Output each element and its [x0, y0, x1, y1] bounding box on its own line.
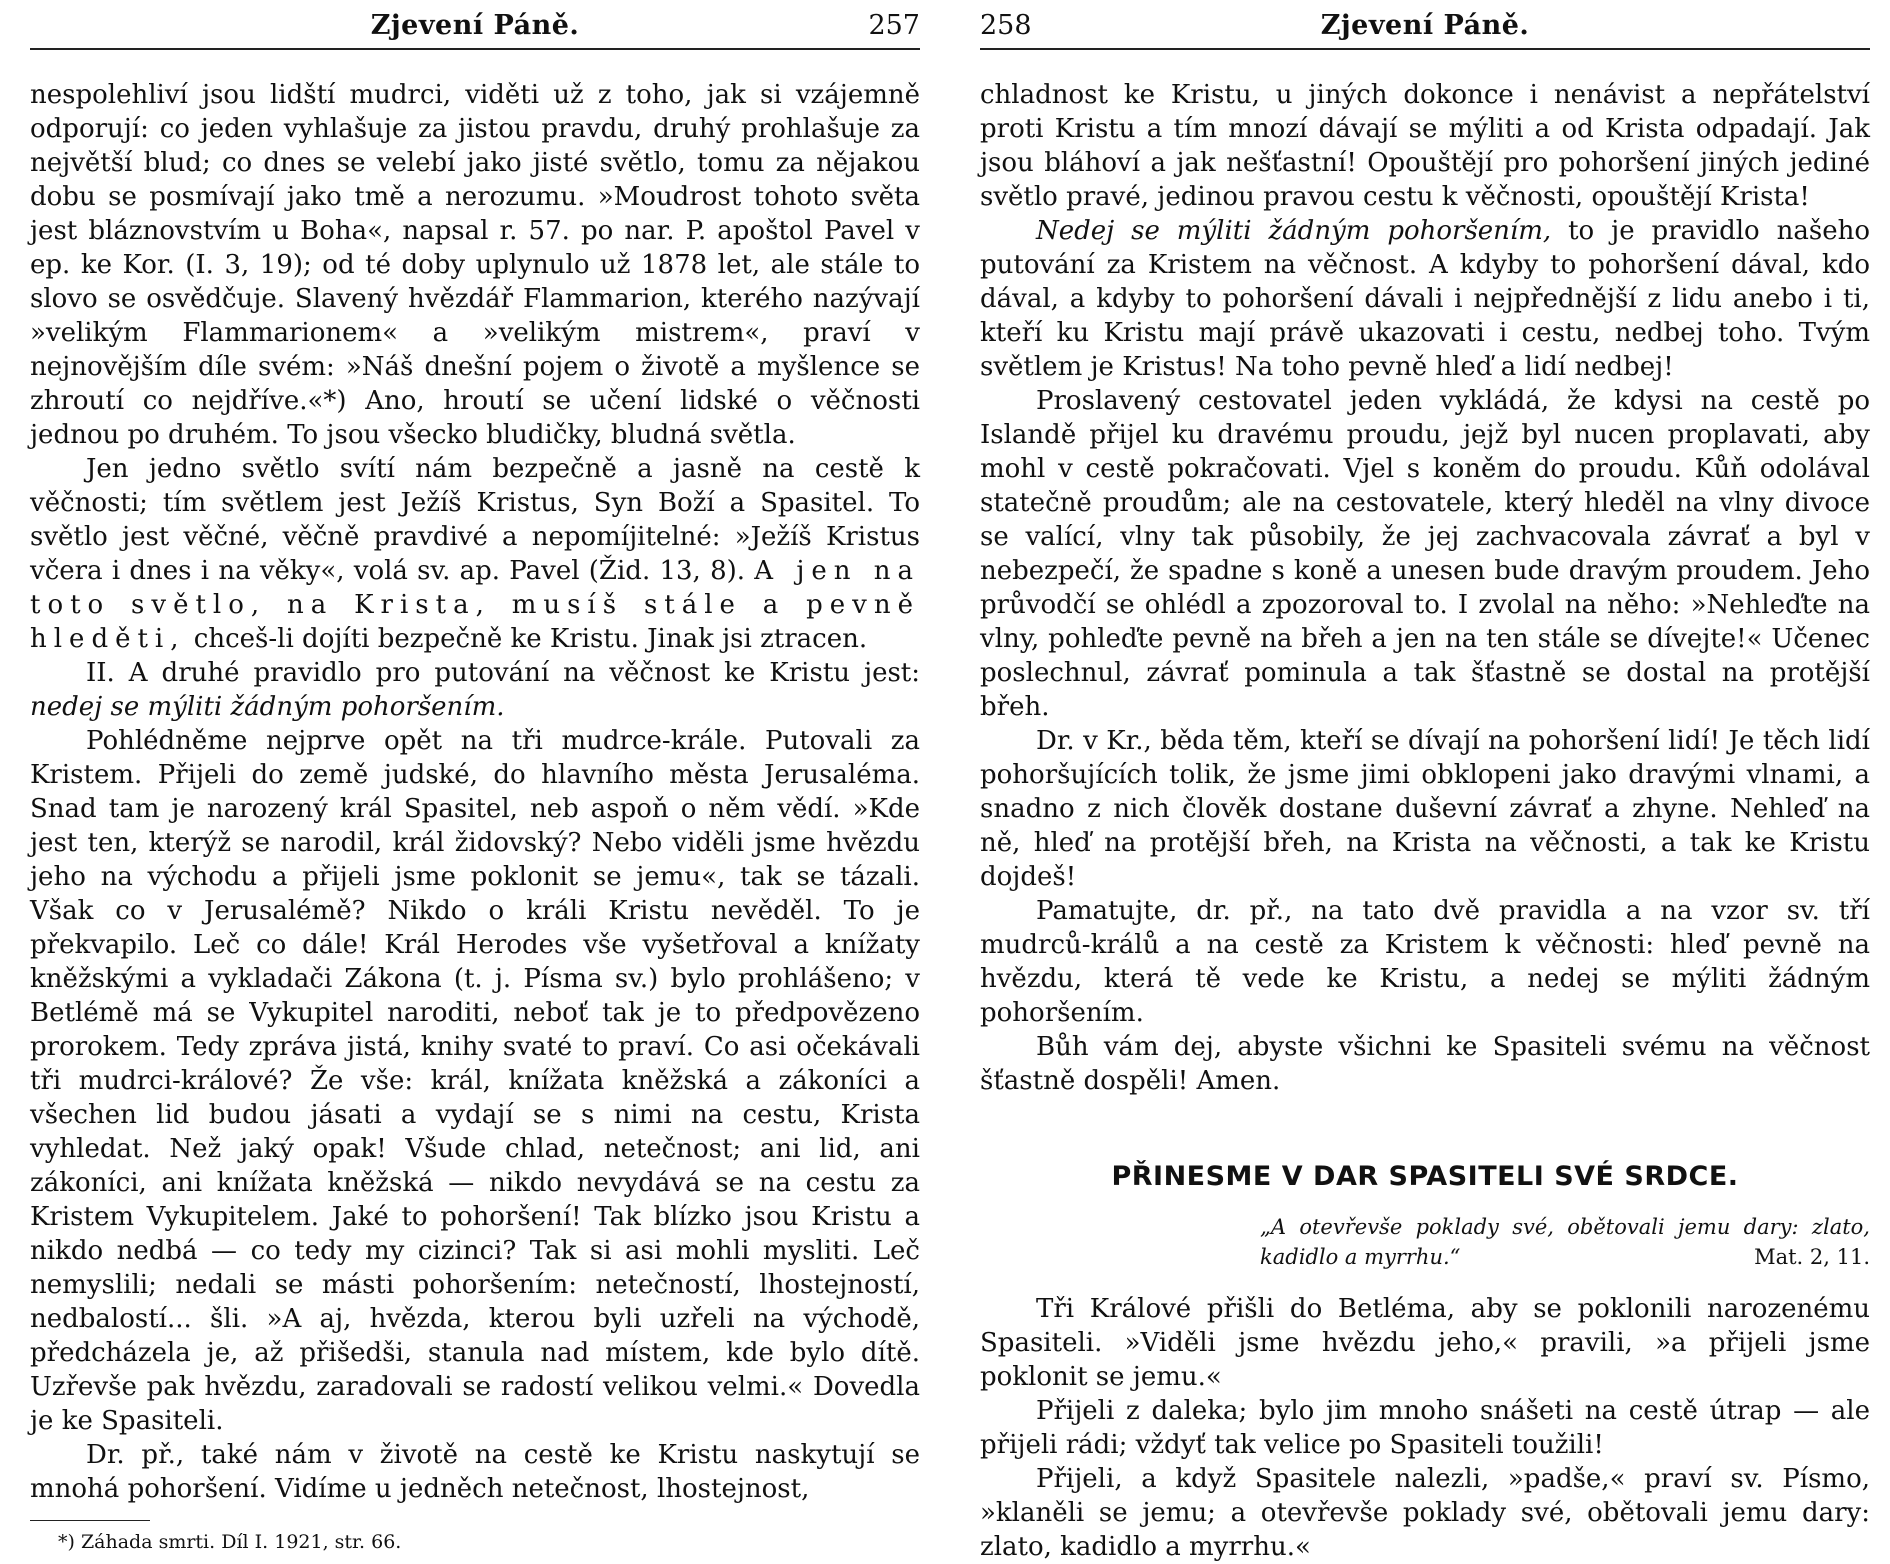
section-title: PŘINESME V DAR SPASITELI SVÉ SRDCE.: [1111, 1161, 1739, 1192]
motto-text: „A otevřevše poklady své, obětovali jemu dary: zlato, kadidlo a myrrhu.“: [1260, 1215, 1870, 1269]
right-paragraph-6: Bůh vám dej, abyste všichni ke Spasiteli svému na věčnost šťastně dospěli! Amen.: [980, 1032, 1870, 1096]
right-paragraph-2: [980, 214, 1870, 384]
right-paragraph-7: Tři Králové přišli do Betléma, aby se poklonili narozenému Spasiteli. »Viděli jsme hvězdu jeho,« pravili, »a přijeli jsme poklonit se jemu.«: [980, 1294, 1870, 1392]
right-paragraph-2-text: to je pravidlo našeho putování za Kristem na věčnost. A kdyby to pohoršení dával, kdo dával, a kdyby to pohoršení dávali i nejpřednější z lidu anebo i ti, kteří ku Kristu mají právě ukazovati i cestu, nedbej toho. Tvým světlem je Kristus! Na toho pevně hleď a lidí nedbej!: [980, 216, 1870, 382]
left-body-text: [30, 78, 920, 1555]
motto: [980, 1212, 1870, 1272]
left-spaced-emphasis: A jen na toto světlo, na Krista, musíš stále a pevně hleděti,: [30, 556, 921, 654]
right-page-number: 258: [980, 10, 1032, 41]
left-paragraph-3-text: II. A druhé pravidlo pro putování na věčnost ke Kristu jest:: [86, 658, 920, 688]
left-paragraph-2-text: Jen jedno světlo svítí nám bezpečně a jasně na cestě k věčnosti; tím světlem jest Ježíš Kristus, Syn Boží a Spasitel. To světlo jest věčné, věčně pravdivé a nepomíjitelné: »Ježíš Kristus včera i dnes i na věky«, volá sv. ap. Pavel (Žid. 13, 8).: [30, 454, 920, 586]
left-rule-italic: nedej se mýliti žádným pohoršením.: [30, 692, 505, 722]
right-paragraph-5: Pamatujte, dr. př., na tato dvě pravidla a na vzor sv. tří mudrců-králů a na cestě za Kristem k věčnosti: hleď pevně na hvězdu, která tě vede ke Kristu, a nedej se mýliti žádným pohoršením.: [980, 896, 1870, 1028]
left-paragraph-2-end: chceš-li dojíti bezpečně ke Kristu. Jinak jsi ztracen.: [185, 624, 868, 654]
right-running-title: Zjevení Páně.: [1320, 10, 1530, 41]
left-running-title: Zjevení Páně.: [370, 10, 580, 41]
right-page: [980, 0, 1870, 1562]
right-running-head: [980, 6, 1870, 50]
left-page: [30, 0, 921, 1553]
footnote: *) Záhada smrti. Díl I. 1921, str. 66.: [58, 1531, 402, 1553]
left-page-number: 257: [868, 10, 920, 41]
motto-quote: [980, 1212, 1870, 1272]
footnote-rule: [30, 1520, 150, 1521]
left-paragraph-1: nespolehliví jsou lidští mudrci, viděti už z toho, jak si vzájemně odporují: co jeden vyhlašuje za jistou pravdu, druhý prohlašuje za největší blud; co dnes se velebí jako jisté světlo, tomu za nějakou dobu se posmívají jako tmě a nerozumu. »Moudrost tohoto světa jest bláznovstvím u Boha«, napsal r. 57. po nar. P. apoštol Pavel v ep. ke Kor. (I. 3, 19); od té doby uplynulo už 1878 let, ale stále to slovo se osvědčuje. Slavený hvězdář Flammarion, kterého nazývají »velikým Flammarionem« a »velikým mistrem«, praví v nejnovějším díle svém: »Náš dnešní pojem o životě a myšlence se zhroutí co nejdříve.«*) Ano, hroutí se učení lidské o věčnosti jednou po druhém. To jsou všecko bludičky, bludná světla.: [30, 80, 920, 450]
left-paragraph-4: Pohlédněme nejprve opět na tři mudrce-krále. Putovali za Kristem. Přijeli do země judské, do hlavního města Jerusaléma. Snad tam je narozený král Spasitel, neb aspoň o něm vědí. »Kde jest ten, kterýž se narodil, král židovský? Nebo viděli jsme hvězdu jeho na východu a přijeli jsme poklonit se jemu«, tak se tázali. Však co v Jerusalémě? Nikdo o králi Kristu nevěděl. To je překvapilo. Leč co dále! Král Herodes vše vyšetřoval a knížaty kněžskými a vykladači Zákona (t. j. Písma sv.) bylo prohlášeno; v Betlémě má se Vykupitel naroditi, neboť tak je to předpovězeno prorokem. Tedy zpráva jistá, knihy svaté to praví. Co asi očekávali tři mudrci-králové? Že vše: král, knížata kněžská a zákoníci a všechen lid budou jásati a vydají se s nimi na cestu, Krista vyhledat. Než jaký opak! Všude chlad, netečnost; ani lid, ani zákoníci, ani knížata kněžská — nikdo nevydává se na cestu za Kristem Vykupitelem. Jaké to pohoršení! Tak blízko jsou Kristu a nikdo nedbá — co tedy my cizinci? Tak si asi mohli mysliti. Leč nemyslili; nedali se másti pohoršením: netečností, lhostejností, nedbalostí... šli. »A aj, hvězda, kterou byli uzřeli na východě, předcházela je, až přišedši, stanula nad místem, kde bylo dítě. Uzřevše pak hvězdu, zaradovali se radostí velikou velmi.« Dovedla je ke Spasiteli.: [30, 726, 920, 1436]
right-paragraph-4: Dr. v Kr., běda těm, kteří se dívají na pohoršení lidí! Je těch lidí pohoršujících tolik, že jsme jimi obklopeni jako dravými vlnami, a snadno z nich člověk dostane duševní závrať a zhyne. Nehleď na ně, hleď na protější břeh, na Krista na věčnosti, a tak ke Kristu dojdeš!: [980, 726, 1870, 892]
motto-source: Mat. 2, 11.: [1754, 1245, 1870, 1269]
right-rule-italic: Nedej se mýliti žádným pohoršením,: [1036, 216, 1552, 246]
right-paragraph-8: Přijeli z daleka; bylo jim mnoho snášeti na cestě útrap — ale přijeli rádi; vždyť tak velice po Spasiteli toužili!: [980, 1396, 1870, 1460]
left-paragraph-3: [30, 656, 920, 724]
right-paragraph-1: chladnost ke Kristu, u jiných dokonce i nenávist a nepřátelství proti Kristu a tím mnozí dávají se mýliti a od Krista odpadají. Jak jsou bláhoví a jak nešťastní! Opouštějí pro pohoršení jiných jediné světlo pravé, jedinou pravou cestu k věčnosti, opouštějí Krista!: [980, 80, 1870, 212]
left-paragraph-5: Dr. př., také nám v životě na cestě ke Kristu naskytují se mnohá pohoršení. Vidíme u jedněch netečnost, lhostejnost,: [30, 1440, 920, 1504]
right-paragraph-9: Přijeli, a když Spasitele nalezli, »padše,« praví sv. Písmo, »klaněli se jemu; a otevřevše poklady své, obětovali jemu dary: zlato, kadidlo a myrrhu.«: [980, 1464, 1870, 1562]
right-paragraph-3: Proslavený cestovatel jeden vykládá, že kdysi na cestě po Islandě přijel ku dravému proudu, jejž byl nucen proplavati, aby mohl v cestě pokračovati. Vjel s koněm do proudu. Kůň odolával statečně proudům; ale na cestovatele, který hleděl na vlny divoce se valící, vlny tak působily, že jej zachvacovala závrať a byl v nebezpečí, že spadne s koně a unesen bude dravým proudem. Jeho průvodčí se ohlédl a zpozoroval to. I zvolal na něho: »Nehleďte na vlny, pohleďte pevně na břeh a jen na ten stále se dívejte!« Učenec poslechnul, závrať pominula a tak šťastně se dostal na protější břeh.: [980, 386, 1870, 722]
right-body-text: [980, 78, 1870, 1564]
left-running-head: [30, 6, 920, 50]
left-paragraph-2: [30, 452, 920, 656]
